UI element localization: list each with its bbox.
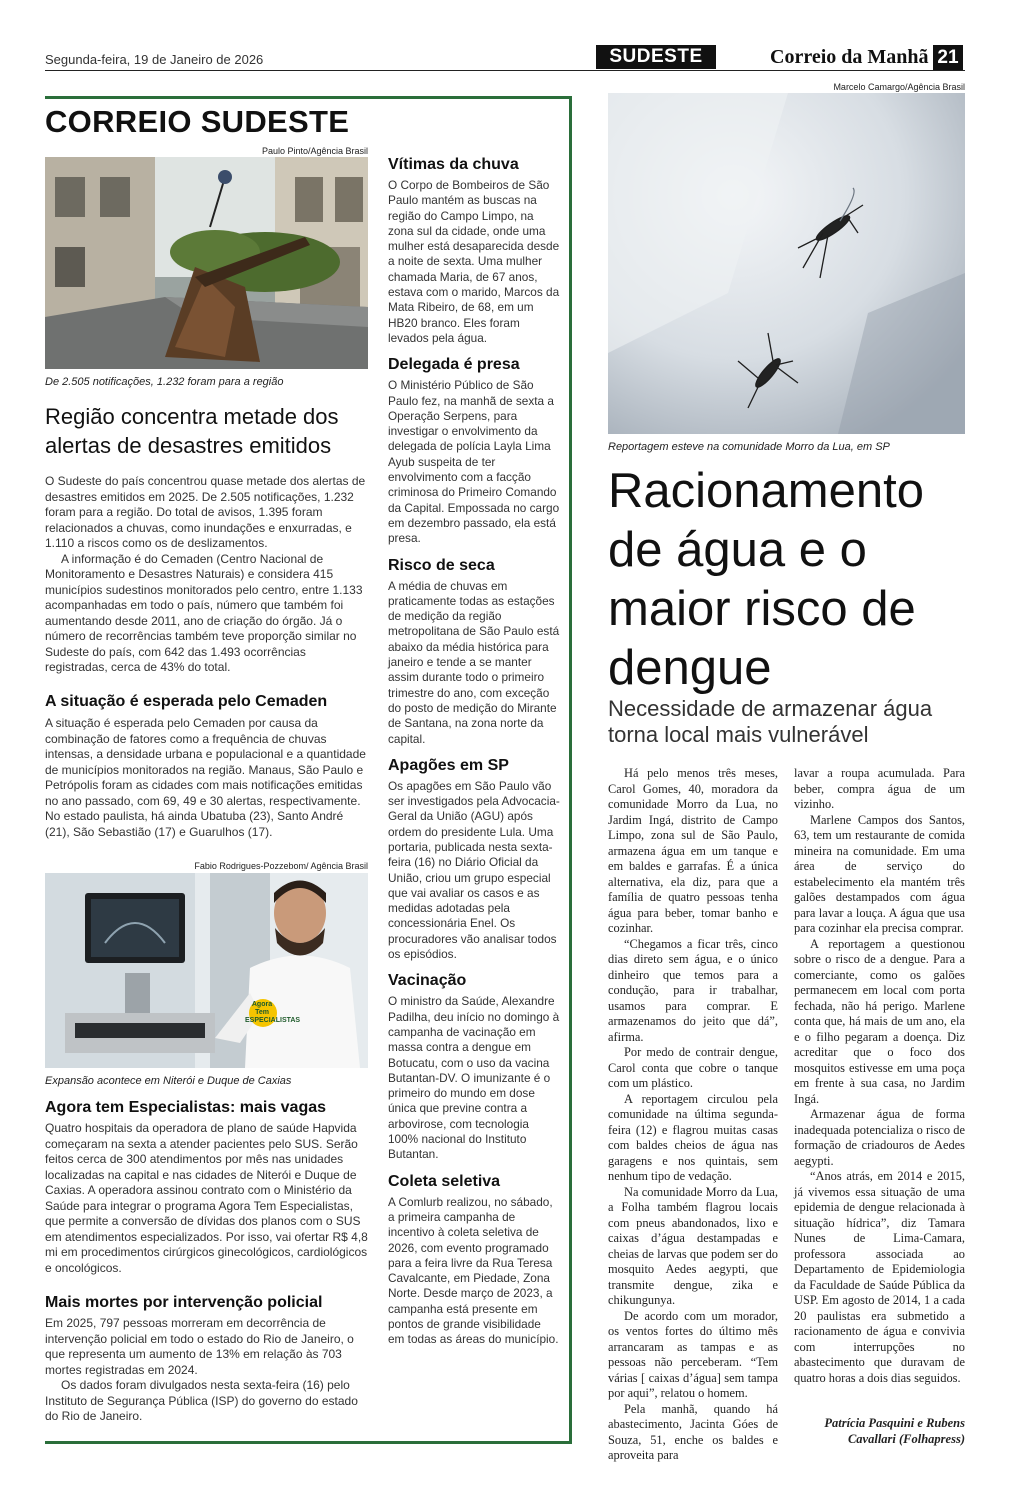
article-body xyxy=(45,1121,368,1276)
paragraph: Pela manhã, quando há abastecimento, Jacinta Góes de Souza, 51, enche os baldes e aproveita para xyxy=(608,1401,778,1462)
news-briefs-column xyxy=(388,156,560,1348)
mosquito-photo xyxy=(608,93,965,434)
paragraph: De acordo com um morador, os ventos fortes do último mês arrancaram as tampas e as pessoas não perceberam. “Tem várias [ caixas d’água] sem tampa por aqui”, relatou o homem. xyxy=(608,1308,778,1400)
brief-text: Os apagões em São Paulo vão ser investigados pela Advocacia-Geral da União (AGU) após ordem do presidente Lula. Uma portaria, publicada nesta sexta-feira (16) no Diário Oficial da União, criou um grupo especial que vai avaliar os casos e as medidas adotadas pela concessionária Enel. Os procuradores vão analisar todos os episódios. xyxy=(388,778,560,962)
brief-title: Apagões em SP xyxy=(388,756,509,774)
paragraph: Na comunidade Morro da Lua, a Folha também flagrou locais com pneus abandonados, lixo e caixas d’água destampadas e cheias de larvas que podem ser do mosquito Aedes aegypti, que transmite dengue, zika e chikungunya. xyxy=(608,1184,778,1307)
header-rule xyxy=(45,70,965,71)
news-brief xyxy=(388,972,560,1162)
fallen-tree-photo xyxy=(45,157,368,369)
paragraph: Há pelo menos três meses, Carol Gomes, 40, moradora da comunidade Morro da Lua, no Jardim Ingá, distrito de Campo Limpo, zona sul de São Paulo, armazena água em um tanque e em baldes e garrafas. É a única alternativa, ela diz, para que a família de quatro pessoas tenha água para beber, tomar banho e cozinhar. xyxy=(608,766,778,935)
paragraph: A informação é do Cemaden (Centro Nacional de Monitoramento e Desastres Naturais) e considera 415 municípios sudestinos monitorados pelo centro, entre 1.133 acompanhadas em todo o país, número que também foi aumentando desde 2011, ano de criação do órgão. Já o número de recorrências também teve proporção similar no Sudeste do país, com 642 das 1.493 ocorrências registradas, cerca de 43% do total. xyxy=(45,551,363,674)
paragraph: lavar a roupa acumulada. Para beber, compra água de um vizinho. xyxy=(794,766,965,811)
brief-text: A Comlurb realizou, no sábado, a primeira campanha de incentivo à coleta seletiva de 2026, com evento programado para a feira livre da Rua Teresa Cavalcante, em Piedade, Zona Norte. Desde março de 2023, a campanha está presente em pontos de grande visibilidade em todas as áreas do município. xyxy=(388,1194,559,1347)
sign-text: Agora Tem ESPECIALISTAS xyxy=(245,1001,301,1024)
brief-title: Vítimas da chuva xyxy=(388,156,519,173)
paragraph: A reportagem circulou pela comunidade na última segunda-feira (12) e flagrou muitas casas com baldes cheios de água nas garagens e nos quintais, sem nenhum tipo de vedação. xyxy=(608,1091,778,1183)
feature-column-1 xyxy=(608,766,778,1464)
paragraph: A situação é esperada pelo Cemaden por causa da combinação de fatores como a frequência de chuvas intensas, a densidade urbana e populacional e a quantidade de municípios monitorados na região. Manaus, São Paulo e Petrópolis foram as cidades com mais notificações emitidas no ano passado, com 69, 49 e 30 alertas, respectivamente. No estado paulista, há ainda Ubatuba (23), Santo André (21), São Sebastião (17) e Guarulhos (17). xyxy=(45,716,366,839)
brief-title: Delegada é presa xyxy=(388,356,520,374)
feature-column-2 xyxy=(794,766,965,1386)
news-brief xyxy=(388,557,560,747)
brief-title: Coleta seletiva xyxy=(388,1172,501,1190)
issue-date: Segunda-feira, 19 de Janeiro de 2026 xyxy=(45,52,264,67)
paragraph: Quatro hospitais da operadora de plano de saúde Hapvida começaram na sexta a atender pacientes pelo SUS. Serão feitos cerca de 300 atendimentos por mês nas unidades localizadas na capital e nas cidades de Niterói e Duque de Caxias. A operadora assinou contrato com o Ministério da Saúde para integrar o programa Agora Tem Especialistas, que permite a conversão de dívidas dos planos com o SUS em atendimentos especializados. Por isso, vai ofertar R$ 4,8 mi em procedimentos cirúrgicos ginecológicos, cardiológicos e oncológicos. xyxy=(45,1121,368,1275)
photo-credit: Marcelo Camargo/Agência Brasil xyxy=(833,82,965,92)
newspaper-logo: Correio da Manhã xyxy=(770,46,929,68)
article-headline: Região concentra metade dos alertas de desastres emitidos xyxy=(45,404,339,458)
photo-caption: De 2.505 notificações, 1.232 foram para a região xyxy=(45,376,284,388)
photo-caption: Expansão acontece em Niterói e Duque de Caxias xyxy=(45,1075,292,1087)
news-brief xyxy=(388,757,560,963)
news-brief xyxy=(388,1173,560,1348)
photo-caption: Reportagem esteve na comunidade Morro da Lua, em SP xyxy=(608,441,890,453)
subheading: Agora tem Especialistas: mais vagas xyxy=(45,1099,327,1116)
section-title: CORREIO SUDESTE xyxy=(45,104,350,139)
brief-text: O ministro da Saúde, Alexandre Padilha, deu início no domingo à campanha de vacinação em massa contra a dengue em Botucatu, com o uso da vacina Butantan-DV. O imunizante é o primeiro do mundo em dose única que previne contra a arbovirose, com tecnologia 100% nacional do Instituto Butantan. xyxy=(388,994,560,1162)
photo-credit: Paulo Pinto/Agência Brasil xyxy=(261,146,368,156)
paragraph: O Sudeste do país concentrou quase metade dos alertas de desastres emitidos em 2025. De 2.505 notificações, 1.232 foram para a região. Do total de avisos, 1.395 foram relacionados a chuvas, como inundações e enxurradas, e 1.110 a riscos como os de deslizamentos. xyxy=(45,474,366,550)
feature-headline: Racionamento de água e o maior risco de dengue xyxy=(608,464,924,695)
paragraph: “Chegamos a ficar três, cinco dias direto sem água, e o único dinheiro que temos para a condução, para ir trabalhar, usamos para comprar. E armazenamos do jeito que dá”, afirma. xyxy=(608,936,778,1044)
brief-title: Risco de seca xyxy=(388,556,495,574)
brief-text: O Corpo de Bombeiros de São Paulo mantém as buscas na região do Campo Limpo, na zona sul da cidade, onde uma mulher está desaparecida desde a noite de sexta. Uma mulher chamada Maria, de 67 anos, estava com o marido, Marcos da Mata Ribeiro, de 68, em um HB20 branco. Eles foram levados pela água. xyxy=(388,178,560,345)
article-body xyxy=(45,474,368,676)
photo-credit: Fabio Rodrigues-Pozzebom/ Agência Brasil xyxy=(194,861,368,871)
doctor-ultrasound-photo xyxy=(45,873,368,1068)
news-brief xyxy=(388,156,560,346)
paragraph: Marlene Campos dos Santos, 63, tem um restaurante de comida mineira na comunidade. Em uma área de serviço do estabelecimento ela mantém três galões destampados com água para lavar a louça. A água que usa para cozinhar ela precisa comprar. xyxy=(794,812,965,935)
paragraph: A reportagem a questionou sobre o risco de a dengue. Para a comerciante, como os galões permanecem em local com porta fechada, não há perigo. Marlene conta que, há mais de um ano, ela e o filho pegaram a doença. Diz acreditar que o foco dos mosquitos estivesse em uma poça em frente à sua casa, no Jardim Ingá. xyxy=(794,936,965,1106)
article-body xyxy=(45,716,368,840)
byline xyxy=(794,1415,965,1447)
section-tag: SUDESTE xyxy=(596,45,716,69)
paragraph: “Anos atrás, em 2014 e 2015, já vivemos essa situação de uma epidemia de dengue relacionada à situação hídrica”, diz Tamara Nunes de Lima-Camara, professora associada ao Departamento de Epidemiologia da Faculdade de Saúde Pública da USP. Em agosto de 2014, 1 a cada 20 paulistas era submetido a racionamento de água e convivia com interrupções no abastecimento que duravam de quatro horas a dois dias seguidos. xyxy=(794,1169,965,1385)
subheading: A situação é esperada pelo Cemaden xyxy=(45,693,328,710)
brief-title: Vacinação xyxy=(388,972,467,990)
page-number: 21 xyxy=(933,45,963,71)
brief-text: O Ministério Público de São Paulo fez, na manhã de sexta a Operação Serpens, para investigar o envolvimento da delegada de polícia Layla Lima Ayub suspeita de ter envolvimento com a facção criminosa do Primeiro Comando da Capital. Empossada no cargo em dezembro passado, ela está presa. xyxy=(388,378,560,546)
subheading: Mais mortes por intervenção policial xyxy=(45,1294,323,1311)
brief-text: A média de chuvas em praticamente todas as estações de medição da região metropolitana de São Paulo está abaixo da média histórica para janeiro e tende a se manter assim durante todo o primeiro trimestre do ano, com exceção do posto de medição do Mirante de Santana, na zona norte da capital. xyxy=(388,578,560,746)
paragraph: Armazenar água de forma inadequada potencializa o risco de formação de criadouros de Aedes aegypti. xyxy=(794,1107,965,1168)
paragraph: Os dados foram divulgados nesta sexta-feira (16) pelo Instituto de Segurança Pública (ISP) do governo do estado do Rio de Janeiro. xyxy=(45,1378,358,1423)
feature-deck: Necessidade de armazenar água torna local mais vulnerável xyxy=(608,696,933,747)
byline-line: Patrícia Pasquini e Rubens xyxy=(824,1416,965,1430)
byline-line: Cavallari (Folhapress) xyxy=(847,1432,965,1446)
news-brief xyxy=(388,356,560,546)
paragraph: Em 2025, 797 pessoas morreram em decorrência de intervenção policial em todo o estado do Rio de Janeiro, o que representa um aumento de 13% em relação às 703 mortes registradas em 2024. xyxy=(45,1316,354,1377)
article-body xyxy=(45,1316,368,1425)
paragraph: Por medo de contrair dengue, Carol conta que cobre o tanque com um plástico. xyxy=(608,1045,778,1090)
